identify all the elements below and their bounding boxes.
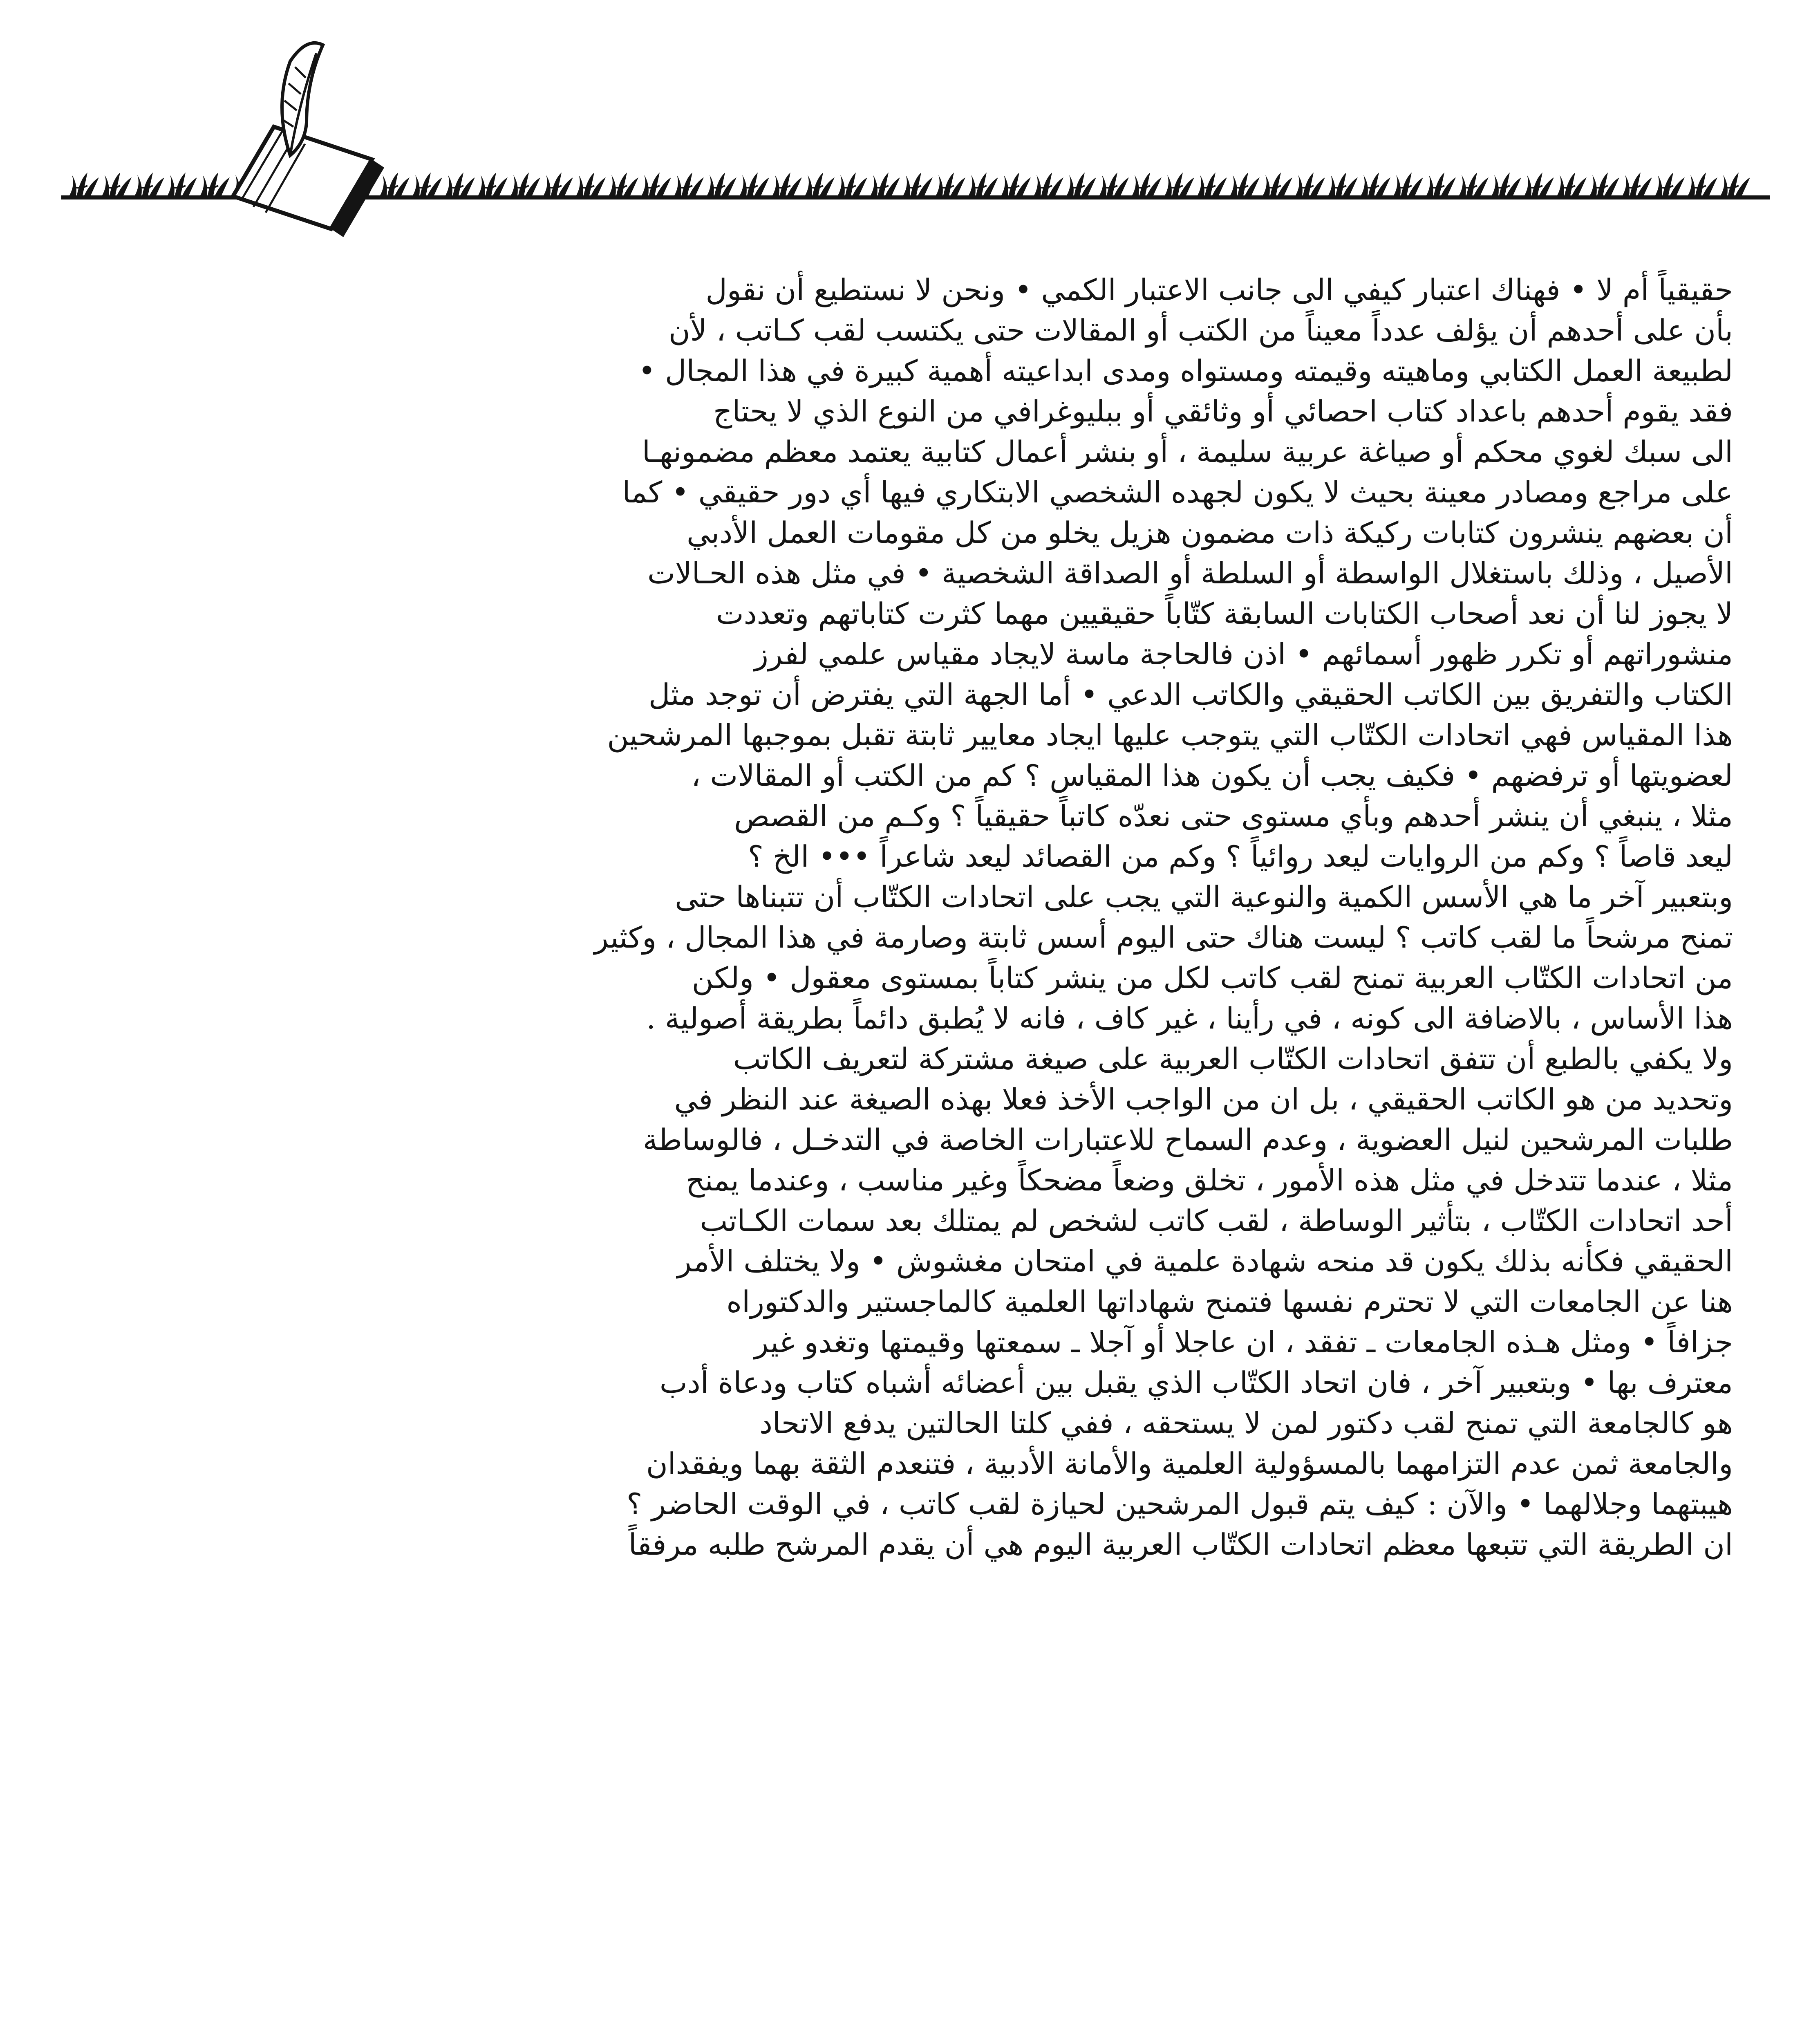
text-line: وتحديد من هو الكاتب الحقيقي ، بل ان من الواجب الأخذ فعلا بهذه الصيغة عند النظر في bbox=[674, 1082, 1733, 1116]
text-line: هو كالجامعة التي تمنح لقب دكتور لمن لا يستحقه ، ففي كلتا الحالتين يدفع الاتحاد bbox=[759, 1406, 1733, 1440]
text-line: منشوراتهم أو تكرر ظهور أسمائهم • اذن فالحاجة ماسة لايجاد مقياس علمي لفرز bbox=[754, 637, 1733, 671]
text-line: هيبتهما وجلالهما • والآن : كيف يتم قبول المرشحين لحيازة لقب كاتب ، في الوقت الحاضر ؟ bbox=[627, 1487, 1733, 1521]
header-ornament bbox=[61, 25, 1770, 241]
text-line: لعضويتها أو ترفضهم • فكيف يجب أن يكون هذا المقياس ؟ كم من الكتب أو المقالات ، bbox=[691, 758, 1733, 793]
text-line: الكتاب والتفريق بين الكاتب الحقيقي والكاتب الدعي • أما الجهة التي يفترض أن توجد مثل bbox=[648, 677, 1733, 712]
text-line: مثلا ، عندما تتدخل في مثل هذه الأمور ، تخلق وضعاً مضحكاً وغير مناسب ، وعندما يمنح bbox=[686, 1163, 1733, 1197]
text-line: فقد يقوم أحدهم باعداد كتاب احصائي أو وثائقي أو ببليوغرافي من النوع الذي لا يحتاج bbox=[713, 394, 1733, 428]
text-line: معترف بها • وبتعبير آخر ، فان اتحاد الكتّاب الذي يقبل بين أعضائه أشباه كتاب ودعاة أدب bbox=[659, 1365, 1733, 1400]
text-line: على مراجع ومصادر معينة بحيث لا يكون لجهده الشخصي الابتكاري فيها أي دور حقيقي • كما bbox=[622, 475, 1733, 509]
text-line: مثلا ، ينبغي أن ينشر أحدهم وبأي مستوى حتى نعدّه كاتباً حقيقياً ؟ وكـم من القصص bbox=[734, 799, 1733, 833]
text-line: وبتعبير آخر ما هي الأسس الكمية والنوعية التي يجب على اتحادات الكتّاب أن تتبناها حتى bbox=[675, 880, 1733, 914]
text-line: ولا يكفي بالطبع أن تتفق اتحادات الكتّاب العربية على صيغة مشتركة لتعريف الكاتب bbox=[733, 1042, 1733, 1076]
text-line: الحقيقي فكأنه بذلك يكون قد منحه شهادة علمية في امتحان مغشوش • ولا يختلف الأمر bbox=[677, 1244, 1733, 1278]
text-line: والجامعة ثمن عدم التزامهما بالمسؤولية العلمية والأمانة الأدبية ، فتنعدم الثقة بهما ويفقدان bbox=[646, 1446, 1733, 1481]
text-line: هنا عن الجامعات التي لا تحترم نفسها فتمنح شهاداتها العلمية كالماجستير والدكتوراه bbox=[726, 1284, 1733, 1319]
text-line: بأن على أحدهم أن يؤلف عدداً معيناً من الكتب أو المقالات حتى يكتسب لقب كـاتب ، لأن bbox=[668, 313, 1733, 347]
text-line: ان الطريقة التي تتبعها معظم اتحادات الكتّاب العربية اليوم هي أن يقدم المرشح طلبه مرفقاً bbox=[628, 1527, 1733, 1562]
quill-and-book-icon bbox=[233, 43, 384, 237]
text-line: جزافاً • ومثل هـذه الجامعات ـ تفقد ، ان عاجلا أو آجلا ـ سمعتها وقيمتها وتغدو غير bbox=[754, 1325, 1733, 1359]
text-line: حقيقياً أم لا • فهناك اعتبار كيفي الى جانب الاعتبار الكمي • ونحن لا نستطيع أن نقول bbox=[705, 273, 1733, 307]
text-line: هذا المقياس فهي اتحادات الكتّاب التي يتوجب عليها ايجاد معايير ثابتة تقبل بموجبها المرشحين bbox=[607, 718, 1733, 752]
text-line: هذا الأساس ، بالاضافة الى كونه ، في رأينا ، غير كاف ، فانه لا يُطبق دائماً بطريقة أصولية . bbox=[646, 1001, 1733, 1035]
text-line: تمنح مرشحاً ما لقب كاتب ؟ ليست هناك حتى اليوم أسس ثابتة وصارمة في هذا المجال ، وكثير bbox=[594, 920, 1733, 955]
text-line: أن بعضهم ينشرون كتابات ركيكة ذات مضمون هزيل يخلو من كل مقومات العمل الأدبي bbox=[687, 515, 1733, 550]
text-line: لطبيعة العمل الكتابي وماهيته وقيمته ومستواه ومدى ابداعيته أهمية كبيرة في هذا المجال • bbox=[638, 354, 1733, 388]
text-line: أحد اتحادات الكتّاب ، بتأثير الوساطة ، لقب كاتب لشخص لم يمتلك بعد سمات الكـاتب bbox=[700, 1204, 1733, 1238]
article-body bbox=[131, 270, 1733, 1565]
text-line: ليعد قاصاً ؟ وكم من الروايات ليعد روائياً ؟ وكم من القصائد ليعد شاعراً ••• الخ ؟ bbox=[748, 839, 1733, 874]
text-line: الى سبك لغوي محكم أو صياغة عربية سليمة ، أو بنشر أعمال كتابية يعتمد معظم مضمونهـا bbox=[642, 435, 1733, 469]
text-line: لا يجوز لنا أن نعد أصحاب الكتابات السابقة كتّاباً حقيقيين مهما كثرت كتاباتهم وتعددت bbox=[716, 596, 1733, 631]
text-line: الأصيل ، وذلك باستغلال الواسطة أو السلطة أو الصداقة الشخصية • في مثل هذه الحـالات bbox=[647, 556, 1733, 590]
text-line: من اتحادات الكتّاب العربية تمنح لقب كاتب لكل من ينشر كتاباً بمستوى معقول • ولكن bbox=[692, 961, 1733, 995]
text-line: طلبات المرشحين لنيل العضوية ، وعدم السماح للاعتبارات الخاصة في التدخـل ، فالوساطة bbox=[642, 1123, 1733, 1157]
